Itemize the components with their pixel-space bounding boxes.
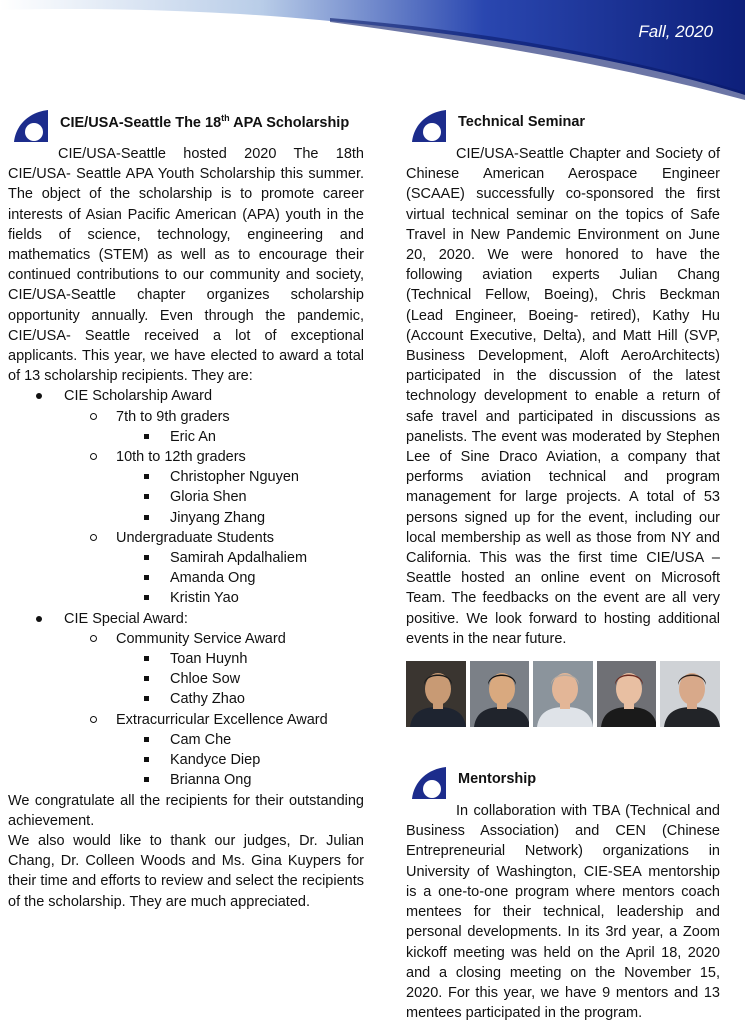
square-bullet-icon <box>144 575 149 580</box>
circle-bullet-icon <box>90 635 97 642</box>
square-bullet-icon <box>144 696 149 701</box>
bullet-icon <box>36 616 42 622</box>
recipient-name: Samirah Apdalhaliem <box>170 550 308 567</box>
recipient-item <box>116 689 364 709</box>
recipient-name: Kristin Yao <box>170 590 239 607</box>
recipient-item <box>116 427 364 447</box>
group-name: Extracurricular Excellence Award <box>116 711 328 728</box>
award-group <box>64 629 364 710</box>
recipient-name: Cathy Zhao <box>170 691 245 708</box>
person-portrait-icon <box>533 661 593 727</box>
award-group <box>64 407 364 447</box>
recipient-item <box>116 750 364 770</box>
group-name: Undergraduate Students <box>116 529 274 546</box>
seminar-body: CIE/USA-Seattle Chapter and Society of Chinese American Aerospace Engineer (SCAAE) successfully co-sponsored the first virtual technical seminar on the topics of Safe Travel in New Pandemic Environment on June 20, 2020. We were honored to have the following aviation experts Julian Chang (Technical Fellow, Boeing), Chris Beckman (Lead Engineer, Boeing- retired), Kathy Hu (Account Executive, Delta), and Matt Hill (SVP, Business Development, Aloft AeroArchitects) participated in the discussion of the latest technology development to enable a return of safe travel and participated in discussions as panelists. The event was moderated by Stephen Lee of Sine Draco Aviation, a company that performs aviation technical and program management for large projects. A total of 53 persons signed up for the event, including our local membership as well as those from NY and California. This was the first time CIE/USA – Seattle hosted an online event on Microsoft Team. The feedbacks on the event are all very positive. We look forward to hosting additional events in the near future. <box>406 146 720 647</box>
recipient-item <box>116 669 364 689</box>
square-bullet-icon <box>144 757 149 762</box>
square-bullet-icon <box>144 737 149 742</box>
congrats-text: We congratulate all the recipients for their outstanding achievement. <box>8 792 364 829</box>
award-name: CIE Special Award: <box>64 610 188 627</box>
mentorship-body: In collaboration with TBA (Technical and Business Association) and CEN (Chinese Entrepreneurial Network) organizations in University of Washington, CIE-SEA mentorship is a one-to-one program where mentors coach mentees for their technical, leadership and personal developments. In its 3rd year, a Zoom kickoff meeting was held on the April 18, 2020 and a closing meeting on the November 15, 2020. For this year, we have 9 mentors and 13 mentees participated in the program. <box>406 803 720 1022</box>
group-name: Community Service Award <box>116 630 286 647</box>
square-bullet-icon <box>144 474 149 479</box>
recipient-name: Kandyce Diep <box>170 752 261 769</box>
right-column <box>406 100 720 1023</box>
award-name: CIE Scholarship Award <box>64 388 213 405</box>
award-item <box>8 609 364 791</box>
recipient-name: Cam Che <box>170 731 232 748</box>
panelist-photo <box>406 661 466 727</box>
square-bullet-icon <box>144 555 149 560</box>
group-name: 10th to 12th graders <box>116 449 246 466</box>
header-banner <box>0 0 745 110</box>
award-group <box>64 710 364 791</box>
recipient-item <box>116 649 364 669</box>
recipient-name: Jinyang Zhang <box>170 509 266 526</box>
recipient-item <box>116 548 364 568</box>
recipient-name: Toan Huynh <box>170 651 248 668</box>
group-name: 7th to 9th graders <box>116 408 230 425</box>
recipient-item <box>116 508 364 528</box>
recipient-name: Christopher Nguyen <box>170 469 299 486</box>
recipient-list <box>116 548 364 609</box>
scholarship-title: CIE/USA-Seattle The 18th APA Scholarship <box>60 113 350 131</box>
recipient-list <box>116 649 364 710</box>
award-groups <box>64 407 364 609</box>
recipient-item <box>116 588 364 608</box>
square-bullet-icon <box>144 777 149 782</box>
scholarship-section <box>8 100 364 912</box>
circle-bullet-icon <box>90 716 97 723</box>
recipient-name: Eric An <box>170 428 216 445</box>
scholarship-intro: CIE/USA-Seattle hosted 2020 The 18th CIE/USA- Seattle APA Youth Scholarship this summer. The object of the scholarship is to promote career interests of Asian Pacific American (APA) youth in the fields of science, technology, engineering and mathematics (STEM) as well as to encourage their continued contributions to our community and society, CIE/USA-Seattle chapter organizes scholarship opportunity annually. Even through the pandemic, CIE/USA- Seattle received a lot of exceptional applicants. This year, we have elected to award a total of 13 scholarship recipients. They are: <box>8 146 364 385</box>
circle-bullet-icon <box>90 534 97 541</box>
recipient-name: Amanda Ong <box>170 570 256 587</box>
circle-bullet-icon <box>90 413 97 420</box>
issue-date: Fall, 2020 <box>638 22 713 41</box>
banner-swoosh <box>0 0 745 110</box>
circle-bullet-icon <box>90 453 97 460</box>
recipient-name: Gloria Shen <box>170 489 247 506</box>
mentorship-heading <box>406 757 720 801</box>
thanks-text: We also would like to thank our judges, Dr. Julian Chang, Dr. Colleen Woods and Ms. Gina Kuypers for their time and efforts to review and select the recipients of the scholarship. They are much appreciated. <box>8 832 364 910</box>
person-portrait-icon <box>597 661 657 727</box>
cie-logo-icon <box>406 759 446 799</box>
mentorship-title: Mentorship <box>458 771 537 788</box>
square-bullet-icon <box>144 515 149 520</box>
recipient-item <box>116 487 364 507</box>
cie-logo-icon <box>406 102 446 142</box>
person-portrait-icon <box>470 661 530 727</box>
panelist-photo <box>597 661 657 727</box>
square-bullet-icon <box>144 494 149 499</box>
award-groups <box>64 629 364 791</box>
recipient-item <box>116 770 364 790</box>
recipient-list <box>116 467 364 528</box>
recipient-list <box>116 427 364 447</box>
bullet-icon <box>36 393 42 399</box>
award-group <box>64 528 364 609</box>
square-bullet-icon <box>144 434 149 439</box>
award-group <box>64 447 364 528</box>
awards-list <box>8 386 364 790</box>
recipient-item <box>116 467 364 487</box>
square-bullet-icon <box>144 656 149 661</box>
recipient-name: Chloe Sow <box>170 671 241 688</box>
panelist-photos <box>406 661 720 727</box>
square-bullet-icon <box>144 676 149 681</box>
recipient-item <box>116 730 364 750</box>
square-bullet-icon <box>144 595 149 600</box>
award-item <box>8 386 364 608</box>
recipient-list <box>116 730 364 791</box>
person-portrait-icon <box>660 661 720 727</box>
panelist-photo <box>660 661 720 727</box>
panelist-photo <box>470 661 530 727</box>
panelist-photo <box>533 661 593 727</box>
recipient-name: Brianna Ong <box>170 772 252 789</box>
seminar-title: Technical Seminar <box>458 114 586 130</box>
person-portrait-icon <box>406 661 466 727</box>
seminar-heading <box>406 100 720 144</box>
scholarship-heading <box>8 100 364 144</box>
cie-logo-icon <box>8 102 48 142</box>
recipient-item <box>116 568 364 588</box>
